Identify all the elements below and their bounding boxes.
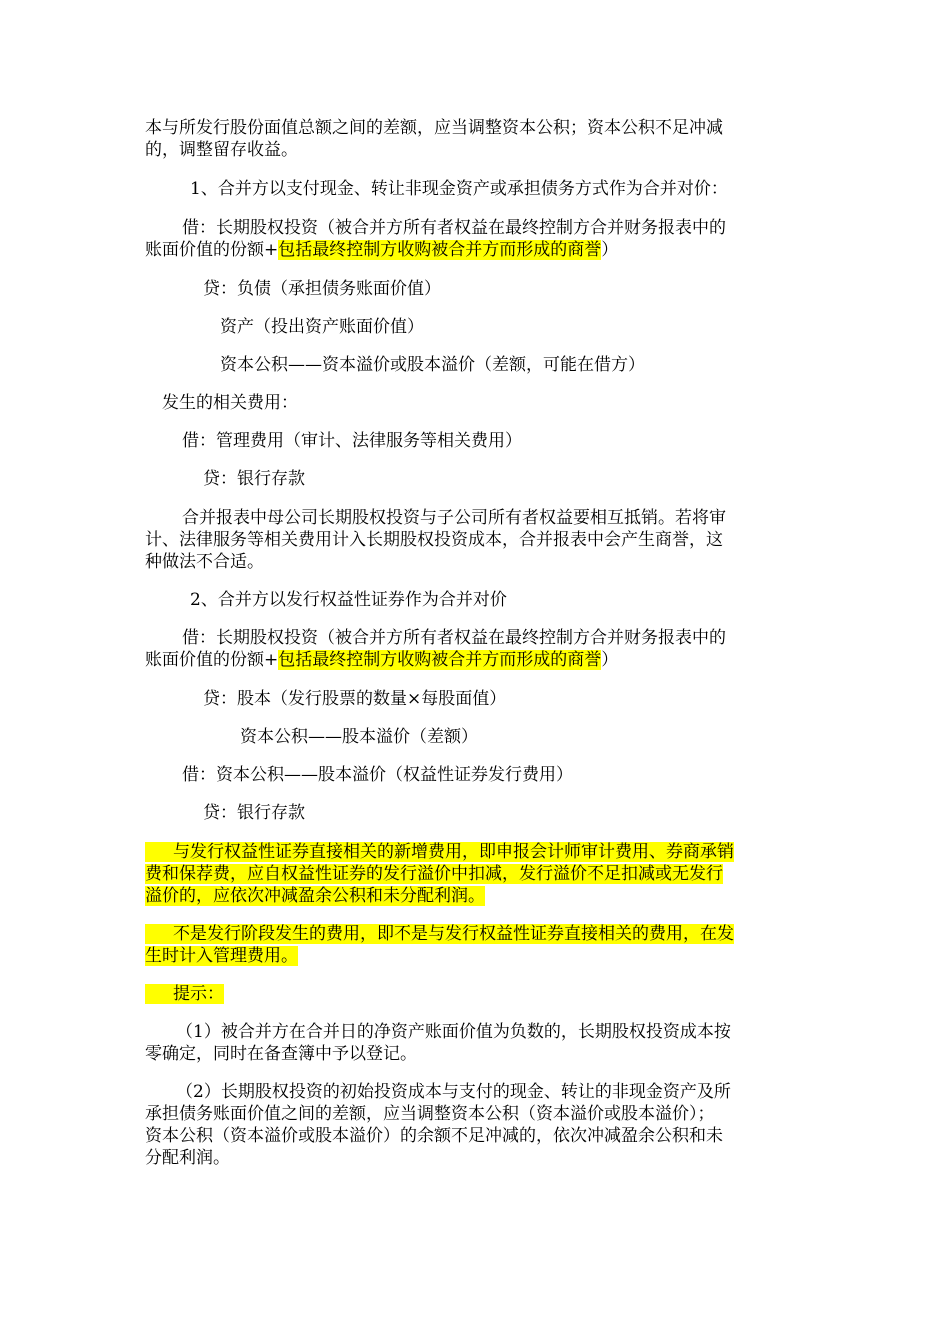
sec2-highlight-1-line-1 (145, 842, 810, 863)
tip-1-line-2: 零确定，同时在备查簿中予以登记。 (145, 1044, 417, 1064)
sec2-highlight-1-text-1: 与发行权益性证券直接相关的新增费用，即申报会计师审计费用、券商承销 (145, 842, 734, 862)
sec1-debit-line-2-close: ） (601, 240, 619, 260)
sec2-highlight-2-line-1 (145, 924, 810, 945)
sec1-debit-line-1: 借：长期股权投资（被合并方所有者权益在最终控制方合并财务报表中的 (182, 218, 726, 238)
sec1-note-line-3: 种做法不合适。 (145, 552, 264, 572)
sec2-debit-line-2 (145, 650, 810, 671)
sec2-debit-line-2-text: 账面价值的份额+ (145, 650, 279, 670)
sec2-credit-2: 资本公积——股本溢价（差额） (240, 727, 478, 747)
intro-line-1: 本与所发行股份面值总额之间的差额，应当调整资本公积；资本公积不足冲减 (145, 118, 723, 138)
sec2-highlight-2-text-2: 生时计入管理费用。 (145, 946, 298, 966)
sec1-credit-1: 贷：负债（承担债务账面价值） (203, 279, 441, 299)
sec1-debit-line-2-text: 账面价值的份额+ (145, 240, 279, 260)
sec1-note-line-2: 计、法律服务等相关费用计入长期股权投资成本，合并报表中会产生商誉，这 (145, 530, 723, 550)
tip-2-line-2: 承担债务账面价值之间的差额，应当调整资本公积（资本溢价或股本溢价）； (145, 1104, 715, 1124)
sec2-credit-1: 贷：股本（发行股票的数量×每股面值） (203, 689, 507, 709)
sec2-debit-line-2-close: ） (601, 650, 619, 670)
sec2-highlight-1-text-3: 溢价的，应依次冲减盈余公积和未分配利润。 (145, 886, 485, 906)
sec1-fee-credit: 贷：银行存款 (203, 469, 305, 489)
sec2-highlight-1-line-2 (145, 864, 810, 885)
sec1-fee-debit: 借：管理费用（审计、法律服务等相关费用） (182, 431, 522, 451)
sec1-goodwill-highlight: 包括最终控制方收购被合并方而形成的商誉 (278, 240, 602, 260)
tips-label-line (145, 984, 810, 1005)
section-1-heading: 1、合并方以支付现金、转让非现金资产或承担债务方式作为合并对价： (190, 179, 728, 199)
section-2-heading: 2、合并方以发行权益性证券作为合并对价 (190, 590, 507, 610)
sec2-fee-debit: 借：资本公积——股本溢价（权益性证券发行费用） (182, 765, 573, 785)
sec1-fee-label: 发生的相关费用： (162, 393, 298, 413)
sec1-debit-line-2 (145, 240, 810, 261)
sec2-highlight-1-line-3 (145, 886, 810, 907)
sec2-highlight-1-text-2: 费和保荐费，应自权益性证券的发行溢价中扣减，发行溢价不足扣减或无发行 (145, 864, 723, 884)
sec1-credit-3: 资本公积——资本溢价或股本溢价（差额，可能在借方） (220, 355, 645, 375)
tips-label: 提示： (145, 984, 224, 1004)
sec2-highlight-2-line-2 (145, 946, 810, 967)
intro-line-2: 的，调整留存收益。 (145, 140, 298, 160)
sec2-highlight-2-text-1: 不是发行阶段发生的费用，即不是与发行权益性证券直接相关的费用，在发 (145, 924, 734, 944)
tip-1-line-1: （1）被合并方在合并日的净资产账面价值为负数的，长期股权投资成本按 (176, 1022, 731, 1042)
sec1-note-line-1: 合并报表中母公司长期股权投资与子公司所有者权益要相互抵销。若将审 (182, 508, 726, 528)
tip-2-line-4: 分配利润。 (145, 1148, 230, 1168)
tip-2-line-1: （2）长期股权投资的初始投资成本与支付的现金、转让的非现金资产及所 (176, 1082, 731, 1102)
sec2-fee-credit: 贷：银行存款 (203, 803, 305, 823)
sec2-goodwill-highlight: 包括最终控制方收购被合并方而形成的商誉 (278, 650, 602, 670)
tip-2-line-3: 资本公积（资本溢价或股本溢价）的余额不足冲减的，依次冲减盈余公积和未 (145, 1126, 723, 1146)
sec1-credit-2: 资产（投出资产账面价值） (220, 317, 424, 337)
sec2-debit-line-1: 借：长期股权投资（被合并方所有者权益在最终控制方合并财务报表中的 (182, 628, 726, 648)
